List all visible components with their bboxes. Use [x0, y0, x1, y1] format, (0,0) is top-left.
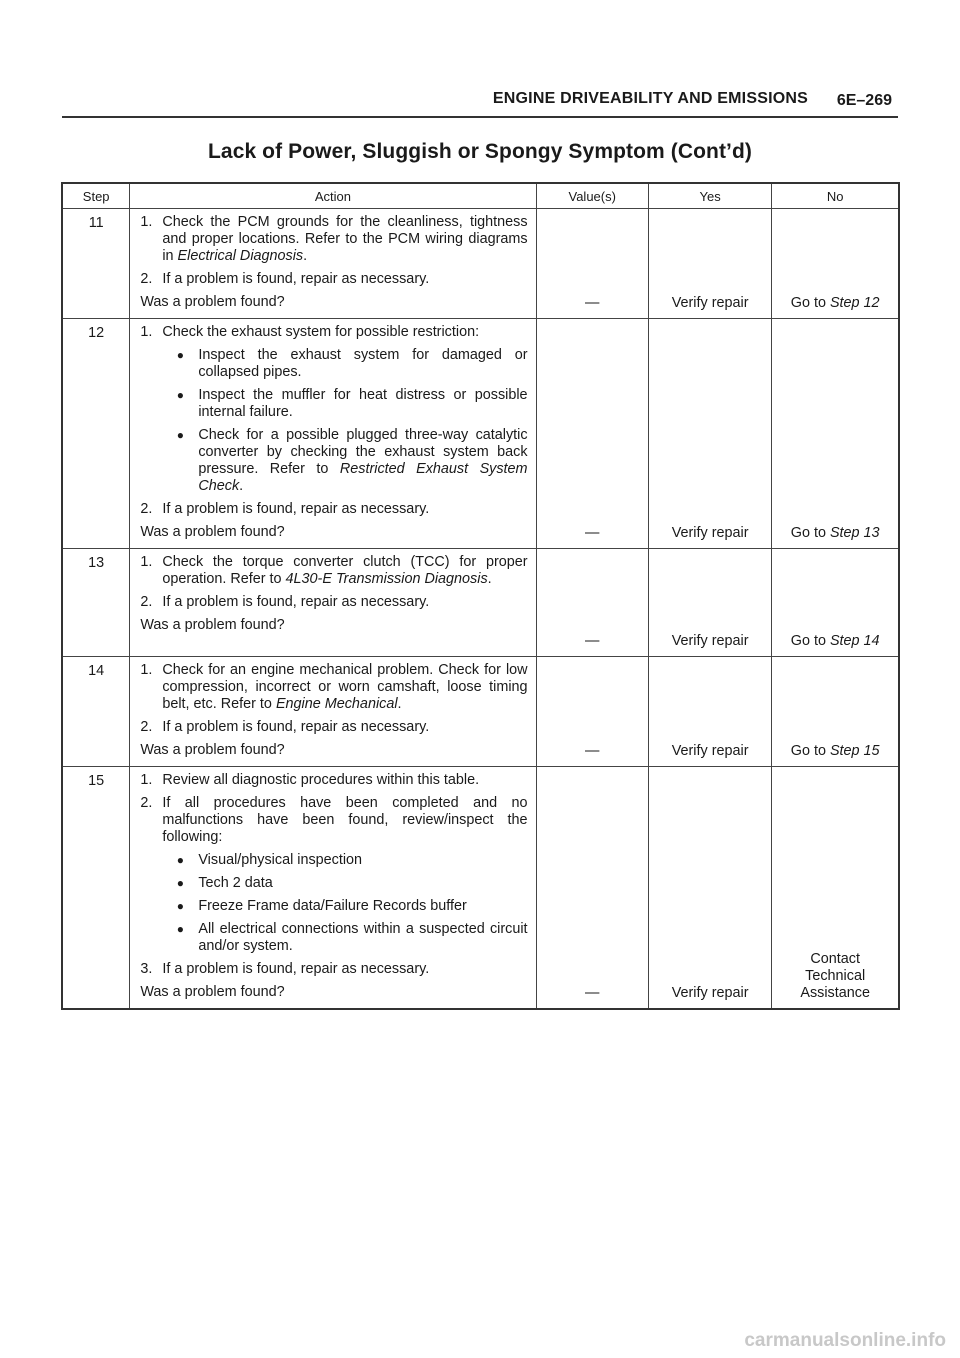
page-header: [62, 88, 898, 118]
reference-link[interactable]: 4L30-E Transmission Diagnosis: [285, 571, 488, 587]
step-number: 14: [62, 657, 130, 767]
bullet-item: ● Inspect the exhaust system for damaged or collapsed pipes.: [162, 347, 527, 381]
yes-cell: Verify repair: [648, 209, 771, 319]
action-cell: [130, 657, 536, 767]
action-item: 2. If a problem is found, repair as necessary.: [140, 719, 430, 735]
step-link[interactable]: Step 13: [829, 525, 880, 541]
no-text-line: Technical: [805, 968, 866, 984]
yes-cell: Verify repair: [648, 319, 771, 549]
action-cell: [130, 767, 536, 1010]
action-item: 1. Check the PCM grounds for the cleanliness, tightness and proper locations. Refer to the PCM wiring diagrams in Electrical Diagnosis.: [140, 214, 528, 264]
action-cell: [130, 319, 536, 549]
action-item: 2. If all procedures have been completed and no malfunctions have been found, review/inspect the following:: [140, 795, 528, 845]
value-cell: —: [536, 209, 648, 319]
table-row: [62, 549, 899, 657]
value-cell: —: [536, 657, 648, 767]
bullet-item: ● Tech 2 data: [162, 875, 527, 892]
step-number: 15: [62, 767, 130, 1010]
question-text: Was a problem found?: [140, 617, 285, 633]
reference-link[interactable]: Engine Mechanical: [275, 696, 398, 712]
bullet-icon: ●: [176, 899, 184, 913]
action-item: 2. If a problem is found, repair as necessary.: [140, 271, 430, 287]
no-text-line: Assistance: [800, 985, 870, 1001]
table-header-row: [62, 183, 899, 209]
step-link[interactable]: Step 15: [829, 743, 880, 759]
no-cell: Go to Step 12: [772, 209, 899, 319]
table-row: [62, 767, 899, 1010]
question-text: Was a problem found?: [140, 984, 285, 1000]
bullet-icon: ●: [176, 922, 184, 936]
bullet-icon: ●: [176, 428, 184, 442]
reference-link[interactable]: Electrical Diagnosis: [177, 248, 304, 264]
watermark: carmanualsonline.info: [744, 1330, 946, 1351]
column-header-no: No: [772, 183, 899, 209]
page-number: 6E–269: [836, 92, 892, 109]
action-item: 2. If a problem is found, repair as necessary.: [140, 594, 430, 610]
no-cell: Go to Step 15: [772, 657, 899, 767]
page-title: Lack of Power, Sluggish or Spongy Symptom (Cont’d): [207, 140, 753, 163]
bullet-icon: ●: [176, 388, 184, 402]
value-cell: —: [536, 549, 648, 657]
no-text-line: Contact: [810, 951, 860, 967]
question-text: Was a problem found?: [140, 294, 285, 310]
column-header-yes: Yes: [648, 183, 771, 209]
step-number: 12: [62, 319, 130, 549]
table-row: [62, 209, 899, 319]
yes-cell: Verify repair: [648, 767, 771, 1010]
reference-link[interactable]: Restricted Exhaust System Check: [198, 461, 528, 494]
bullet-item: ● Inspect the muffler for heat distress or possible internal failure.: [162, 387, 527, 421]
step-number: 13: [62, 549, 130, 657]
section-title: ENGINE DRIVEABILITY AND EMISSIONS: [492, 90, 808, 107]
bullet-icon: ●: [176, 853, 184, 867]
column-header-action: Action: [130, 183, 536, 209]
table-row: [62, 319, 899, 549]
action-item: 1. Check for an engine mechanical problem. Check for low compression, incorrect or worn camshaft, loose timing belt, etc. Refer to Engine Mechanical.: [140, 662, 528, 712]
table-row: [62, 657, 899, 767]
bullet-icon: ●: [176, 876, 184, 890]
value-cell: —: [536, 767, 648, 1010]
bullet-item: ● Check for a possible plugged three-way catalytic converter by checking the exhaust system back pressure. Refer to Restricted Exhaust System Check.: [162, 427, 527, 495]
value-cell: —: [536, 319, 648, 549]
no-cell: Go to Step 13: [772, 319, 899, 549]
yes-cell: Verify repair: [648, 549, 771, 657]
action-item: 1. Check the exhaust system for possible restriction:: [140, 324, 480, 340]
bullet-item: ● Freeze Frame data/Failure Records buffer: [162, 898, 527, 915]
bullet-item: ● Visual/physical inspection: [162, 852, 527, 869]
bullet-item: ● All electrical connections within a suspected circuit and/or system.: [162, 921, 527, 955]
bullet-icon: ●: [176, 348, 184, 362]
question-text: Was a problem found?: [140, 524, 285, 540]
diagnostic-table: [61, 182, 900, 1010]
step-link[interactable]: Step 14: [829, 633, 880, 649]
step-number: 11: [62, 209, 130, 319]
action-item: 1. Check the torque converter clutch (TCC) for proper operation. Refer to 4L30-E Transmission Diagnosis.: [140, 554, 528, 587]
action-cell: [130, 209, 536, 319]
no-cell: [772, 767, 899, 1010]
question-text: Was a problem found?: [140, 742, 285, 758]
column-header-values: Value(s): [536, 183, 648, 209]
step-link[interactable]: Step 12: [829, 295, 880, 311]
action-item: 2. If a problem is found, repair as necessary.: [140, 501, 430, 517]
column-header-step: Step: [62, 183, 130, 209]
yes-cell: Verify repair: [648, 657, 771, 767]
action-item: 3. If a problem is found, repair as necessary.: [140, 961, 430, 977]
action-item: 1. Review all diagnostic procedures within this table.: [140, 772, 480, 788]
action-cell: [130, 549, 536, 657]
no-cell: Go to Step 14: [772, 549, 899, 657]
